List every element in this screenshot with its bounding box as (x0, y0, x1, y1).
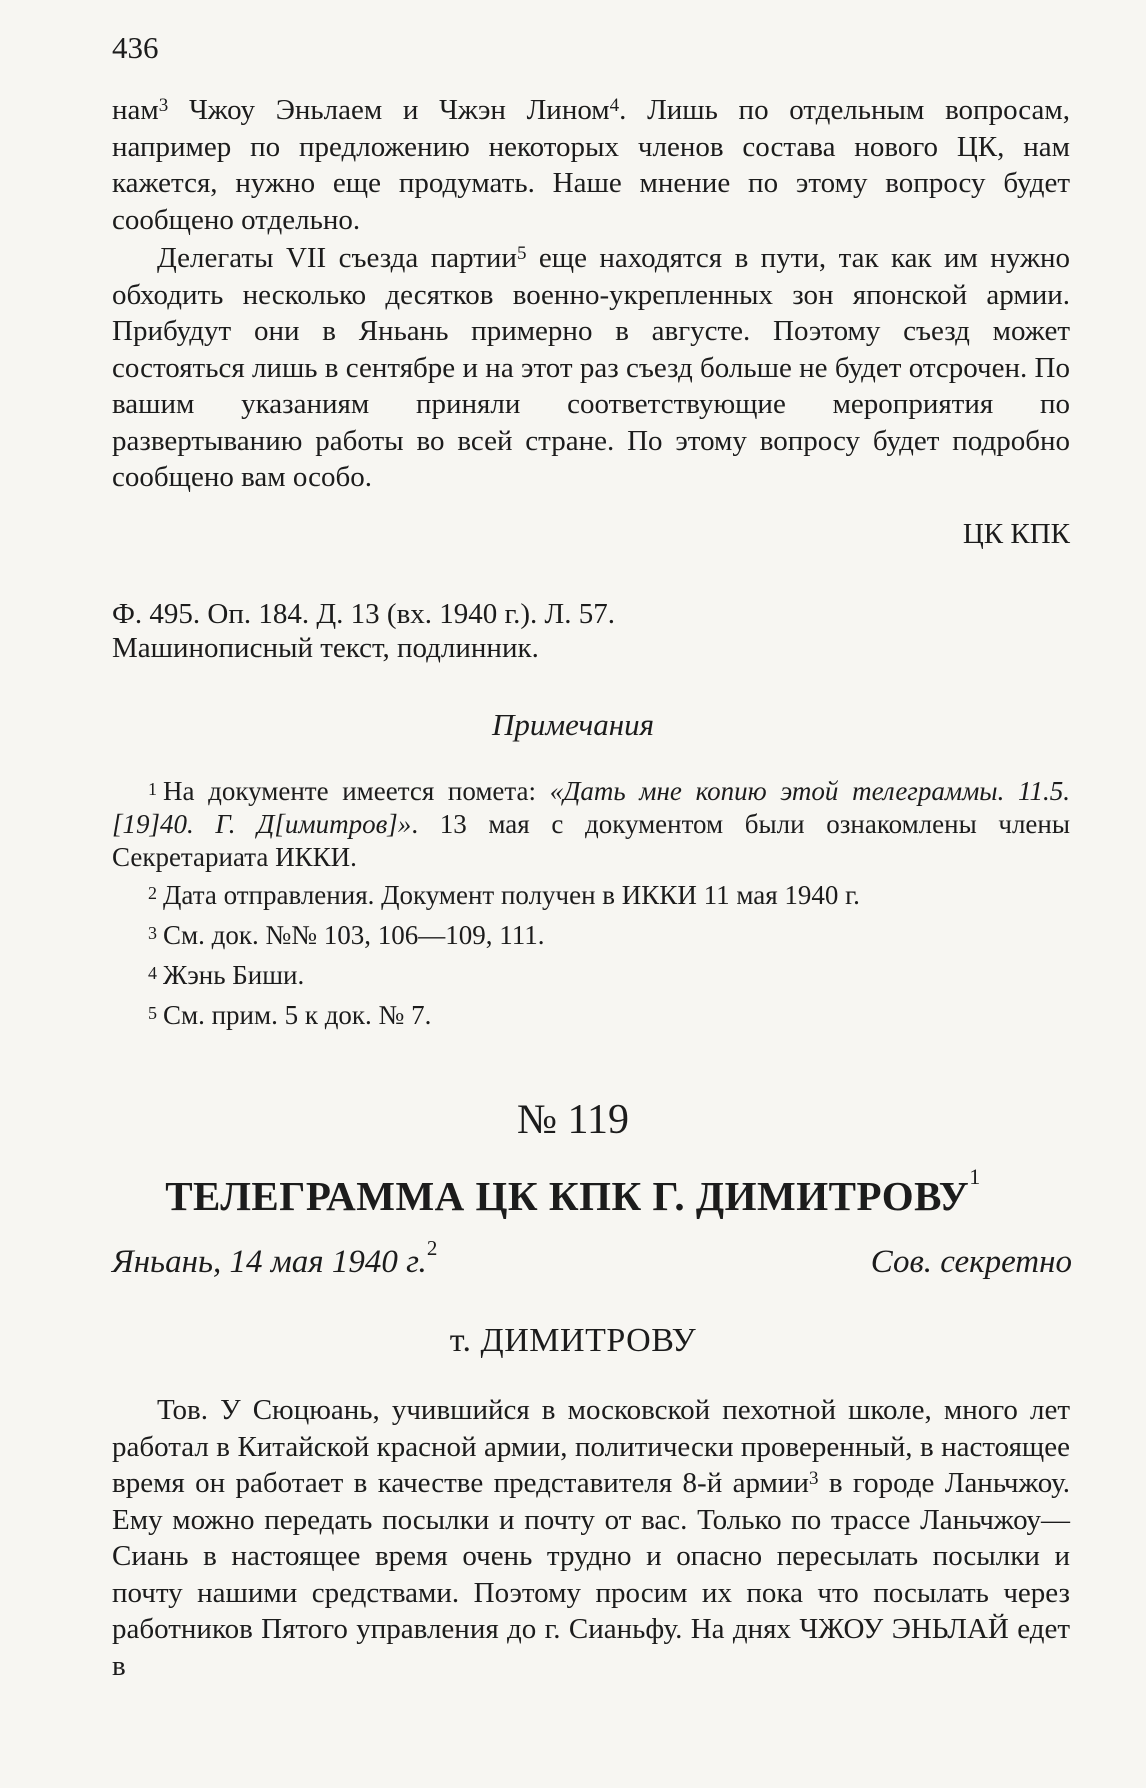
document-title (0, 1164, 1146, 1220)
text: Чжоу Эньлаем и Чжэн Лином (168, 94, 610, 126)
addressee: т. ДИМИТРОВУ (449, 1322, 697, 1359)
place-date (112, 1236, 438, 1281)
archive-line-2: Машинописный текст, подлинник. (112, 632, 539, 664)
document-number: № 119 (516, 1097, 629, 1143)
text: еще находятся в пути, так как им нужно обходить несколько десятков военно-укрепленных зон японской армии. Прибудут они в Яньань примерно в августе. Поэтому съезд может состояться лишь в сентябре и на этот раз съезд больше не будет отсрочен. По вашим указаниям приняли соответствующие мероприятия по развертыванию работы во всей стране. По этому вопросу будет подробно сообщено вам особо. (112, 242, 1070, 493)
note-text: . 13 мая с документом были ознакомлены члены Секретариата ИККИ. (112, 809, 1070, 872)
note-4 (112, 959, 1070, 992)
note-2 (112, 879, 1070, 912)
note-text: См. прим. 5 к док. № 7. (163, 1000, 432, 1030)
page-number: 436 (112, 30, 159, 65)
note-number: 1 (148, 779, 157, 799)
footnote-ref: 2 (426, 1236, 438, 1260)
footnote-ref: 1 (969, 1164, 981, 1189)
note-number: 2 (148, 883, 157, 903)
note-text: Жэнь Биши. (163, 960, 305, 990)
paragraph-continuation-1 (112, 92, 1070, 238)
note-number: 5 (148, 1003, 157, 1023)
footnote-ref: 3 (158, 95, 169, 116)
note-3 (112, 919, 1070, 952)
note-text: Дата отправления. Документ получен в ИККИ 11 мая 1940 г. (163, 880, 860, 910)
note-quote: «Дать мне копию этой телеграммы. 11.5.[19]40. Г. Д[имитров]» (112, 776, 1070, 839)
text: . Лишь по отдельным вопросам, например по предложению некоторых членов состава нового ЦК, нам кажется, нужно еще продумать. Наше мнение по этому вопросу будет сообщено отдельно. (112, 94, 1070, 236)
document-body (112, 1392, 1070, 1684)
title-text: ТЕЛЕГРАММА ЦК КПК Г. ДИМИТРОВУ (165, 1173, 970, 1219)
notes-heading: Примечания (491, 707, 655, 742)
note-text: См. док. №№ 103, 106—109, 111. (163, 920, 545, 950)
text: нам (112, 94, 159, 126)
note-text: На документе имеется помета: (163, 776, 550, 806)
note-number: 4 (148, 963, 157, 983)
text: Тов. У Сюцюань, учившийся в московской пехотной школе, много лет работал в Китайской красной армии, политически проверенный, в настоящее время он работает в качестве представителя 8-й армии (112, 1394, 1070, 1499)
text: Делегаты VII съезда партии (157, 242, 517, 274)
paragraph-continuation-2 (112, 240, 1070, 496)
footnote-ref: 3 (808, 1468, 819, 1489)
signature: ЦК КПК (962, 518, 1070, 550)
place-date-text: Яньань, 14 мая 1940 г. (112, 1244, 427, 1280)
archive-line-1: Ф. 495. Оп. 184. Д. 13 (вх. 1940 г.). Л. 57. (112, 598, 615, 630)
note-number: 3 (148, 923, 157, 943)
footnote-ref: 4 (609, 95, 620, 116)
note-1 (112, 775, 1070, 874)
archive-reference (112, 597, 615, 665)
footnote-ref: 5 (516, 243, 527, 264)
note-5 (112, 999, 1070, 1032)
classification: Сов. секретно (870, 1244, 1072, 1280)
text: в городе Ланьчжоу. Ему можно передать посылки и почту от вас. Только по трассе Ланьчжоу—Сиань в настоящее время очень трудно и опасно пересылать посылки и почту нашими средствами. Поэтому просим их пока что посылать через работников Пятого управления до г. Сианьфу. На днях ЧЖОУ ЭНЬЛАЙ едет в (112, 1467, 1070, 1682)
